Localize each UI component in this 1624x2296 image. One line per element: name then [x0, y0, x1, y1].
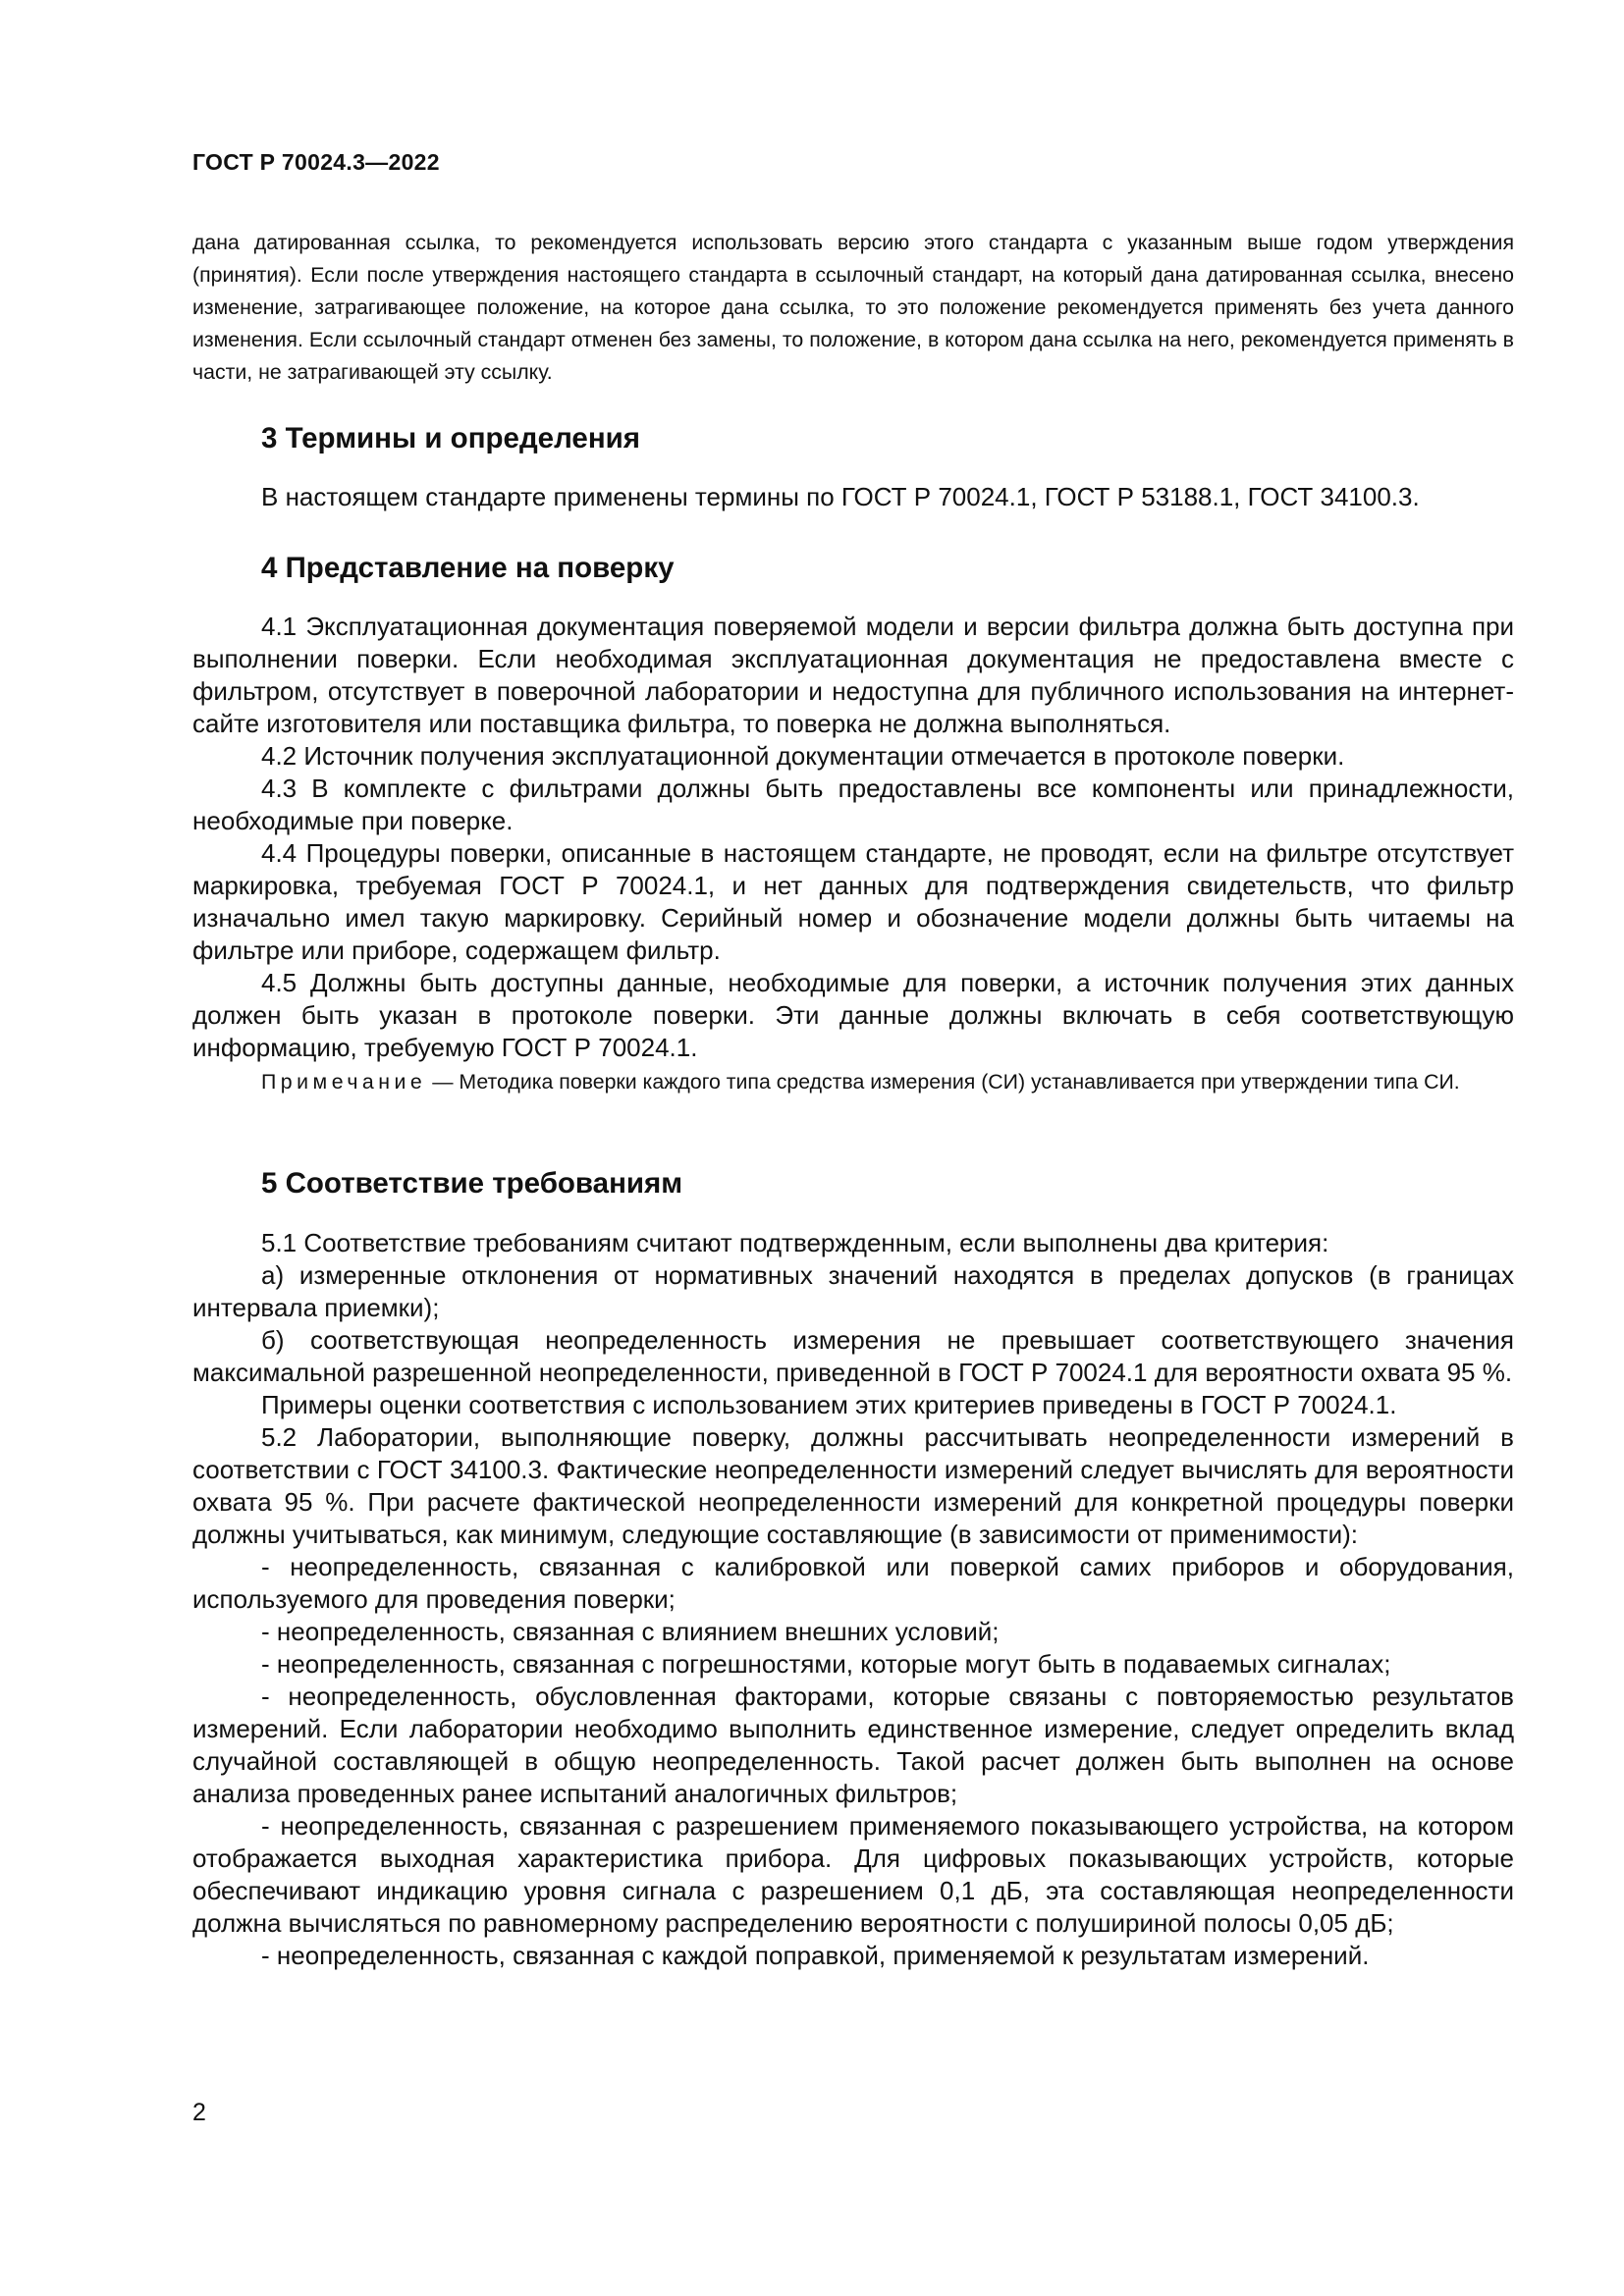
- list-item: - неопределенность, связанная с влиянием внешних условий;: [261, 1617, 1000, 1646]
- section-3-title: 3 Термины и определения: [261, 422, 641, 454]
- list-item: - неопределенность, связанная с разрешением применяемого показывающего устройства, на котором отображается выходная характеристика прибора. Для цифровых показывающих устройств, которые обеспечивают индикацию уровня сигнала с разрешением 0,1 дБ, эта составляющая неопределенности должна вычисляться по равномерному распределению вероятности с полушириной полосы 0,05 дБ;: [192, 1811, 1514, 1938]
- paragraph-4-1: 4.1 Эксплуатационная документация поверяемой модели и версии фильтра должна быть доступна при выполнении поверки. Если необходимая эксплуатационная документация не предоставлена вместе с фильтром, отсутствует в поверочной лаборатории и недоступна для публичного использования на интернет-сайте изготовителя или поставщика фильтра, то поверка не должна выполняться.: [192, 612, 1514, 738]
- intro-paragraph: [192, 227, 1514, 389]
- section-3-body: [192, 481, 1514, 513]
- paragraph-4-2: 4.2 Источник получения эксплуатационной документации отмечается в протоколе поверки.: [261, 741, 1345, 771]
- paragraph-examples: Примеры оценки соответствия с использованием этих критериев приведены в ГОСТ Р 70024.1.: [261, 1390, 1397, 1419]
- paragraph-4-4: 4.4 Процедуры поверки, описанные в настоящем стандарте, не проводят, если на фильтре отсутствует маркировка, требуемая ГОСТ Р 70024.1, и нет данных для подтверждения свидетельств, что фильтр изначально имел такую маркировку. Серийный номер и обозначение модели должны быть читаемы на фильтре или приборе, содержащем фильтр.: [192, 838, 1514, 965]
- section-5-title: 5 Соответствие требованиям: [261, 1167, 683, 1200]
- paragraph-5-1: 5.1 Соответствие требованиям считают подтвержденным, если выполнены два критерия:: [261, 1228, 1329, 1257]
- note-text: — Методика поверки каждого типа средства измерения (СИ) устанавливается при утверждении типа СИ.: [426, 1070, 1460, 1094]
- document-header: ГОСТ Р 70024.3—2022: [192, 149, 440, 175]
- section-5-body: [192, 1227, 1514, 1972]
- section-4-body: [192, 611, 1514, 1064]
- list-item-b: б) соответствующая неопределенность измерения не превышает соответствующего значения максимальной разрешенной неопределенности, приведенной в ГОСТ Р 70024.1 для вероятности охвата 95 %.: [192, 1325, 1514, 1387]
- list-item: - неопределенность, связанная с погрешностями, которые могут быть в подаваемых сигналах;: [261, 1649, 1391, 1679]
- paragraph-4-3: 4.3 В комплекте с фильтрами должны быть предоставлены все компоненты или принадлежности, необходимые при поверке.: [192, 774, 1514, 835]
- intro-text: дана датированная ссылка, то рекомендуется использовать версию этого стандарта с указанным выше годом утверждения (принятия). Если после утверждения настоящего стандарта в ссылочный стандарт, на который дана датированная ссылка, внесено изменение, затрагивающее положение, на которое дана ссылка, то это положение рекомендуется применять без учета данного изменения. Если ссылочный стандарт отменен без замены, то положение, в котором дана ссылка на него, рекомендуется применять в части, не затрагивающей эту ссылку.: [192, 231, 1514, 384]
- list-item-a: а) измеренные отклонения от нормативных значений находятся в пределах допусков (в границах интервала приемки);: [192, 1260, 1514, 1322]
- note-label: Примечание: [261, 1070, 427, 1094]
- section-4-title: 4 Представление на поверку: [261, 552, 675, 584]
- list-item: - неопределенность, связанная с калибровкой или поверкой самих приборов и оборудования, используемого для проведения поверки;: [192, 1552, 1514, 1614]
- paragraph-5-2: 5.2 Лаборатории, выполняющие поверку, должны рассчитывать неопределенности измерений в соответствии с ГОСТ 34100.3. Фактические неопределенности измерений следует вычислять для вероятности охвата 95 %. При расчете фактической неопределенности измерений для конкретной процедуры поверки должны учитываться, как минимум, следующие составляющие (в зависимости от применимости):: [192, 1422, 1514, 1549]
- list-item: - неопределенность, связанная с каждой поправкой, применяемой к результатам измерений.: [261, 1941, 1370, 1970]
- note-paragraph: [192, 1066, 1514, 1098]
- note: [192, 1066, 1514, 1098]
- page-number: 2: [192, 2099, 206, 2126]
- list-item: - неопределенность, обусловленная факторами, которые связаны с повторяемостью результатов измерений. Если лаборатории необходимо выполнить единственное измерение, следует определить вклад случайной составляющей в общую неопределенность. Такой расчет должен быть выполнен на основе анализа проведенных ранее испытаний аналогичных фильтров;: [192, 1682, 1514, 1808]
- paragraph: В настоящем стандарте применены термины по ГОСТ Р 70024.1, ГОСТ Р 53188.1, ГОСТ 34100.3.: [261, 482, 1420, 511]
- paragraph-4-5: 4.5 Должны быть доступны данные, необходимые для поверки, а источник получения этих данных должен быть указан в протоколе поверки. Эти данные должны включать в себя соответствующую информацию, требуемую ГОСТ Р 70024.1.: [192, 968, 1514, 1062]
